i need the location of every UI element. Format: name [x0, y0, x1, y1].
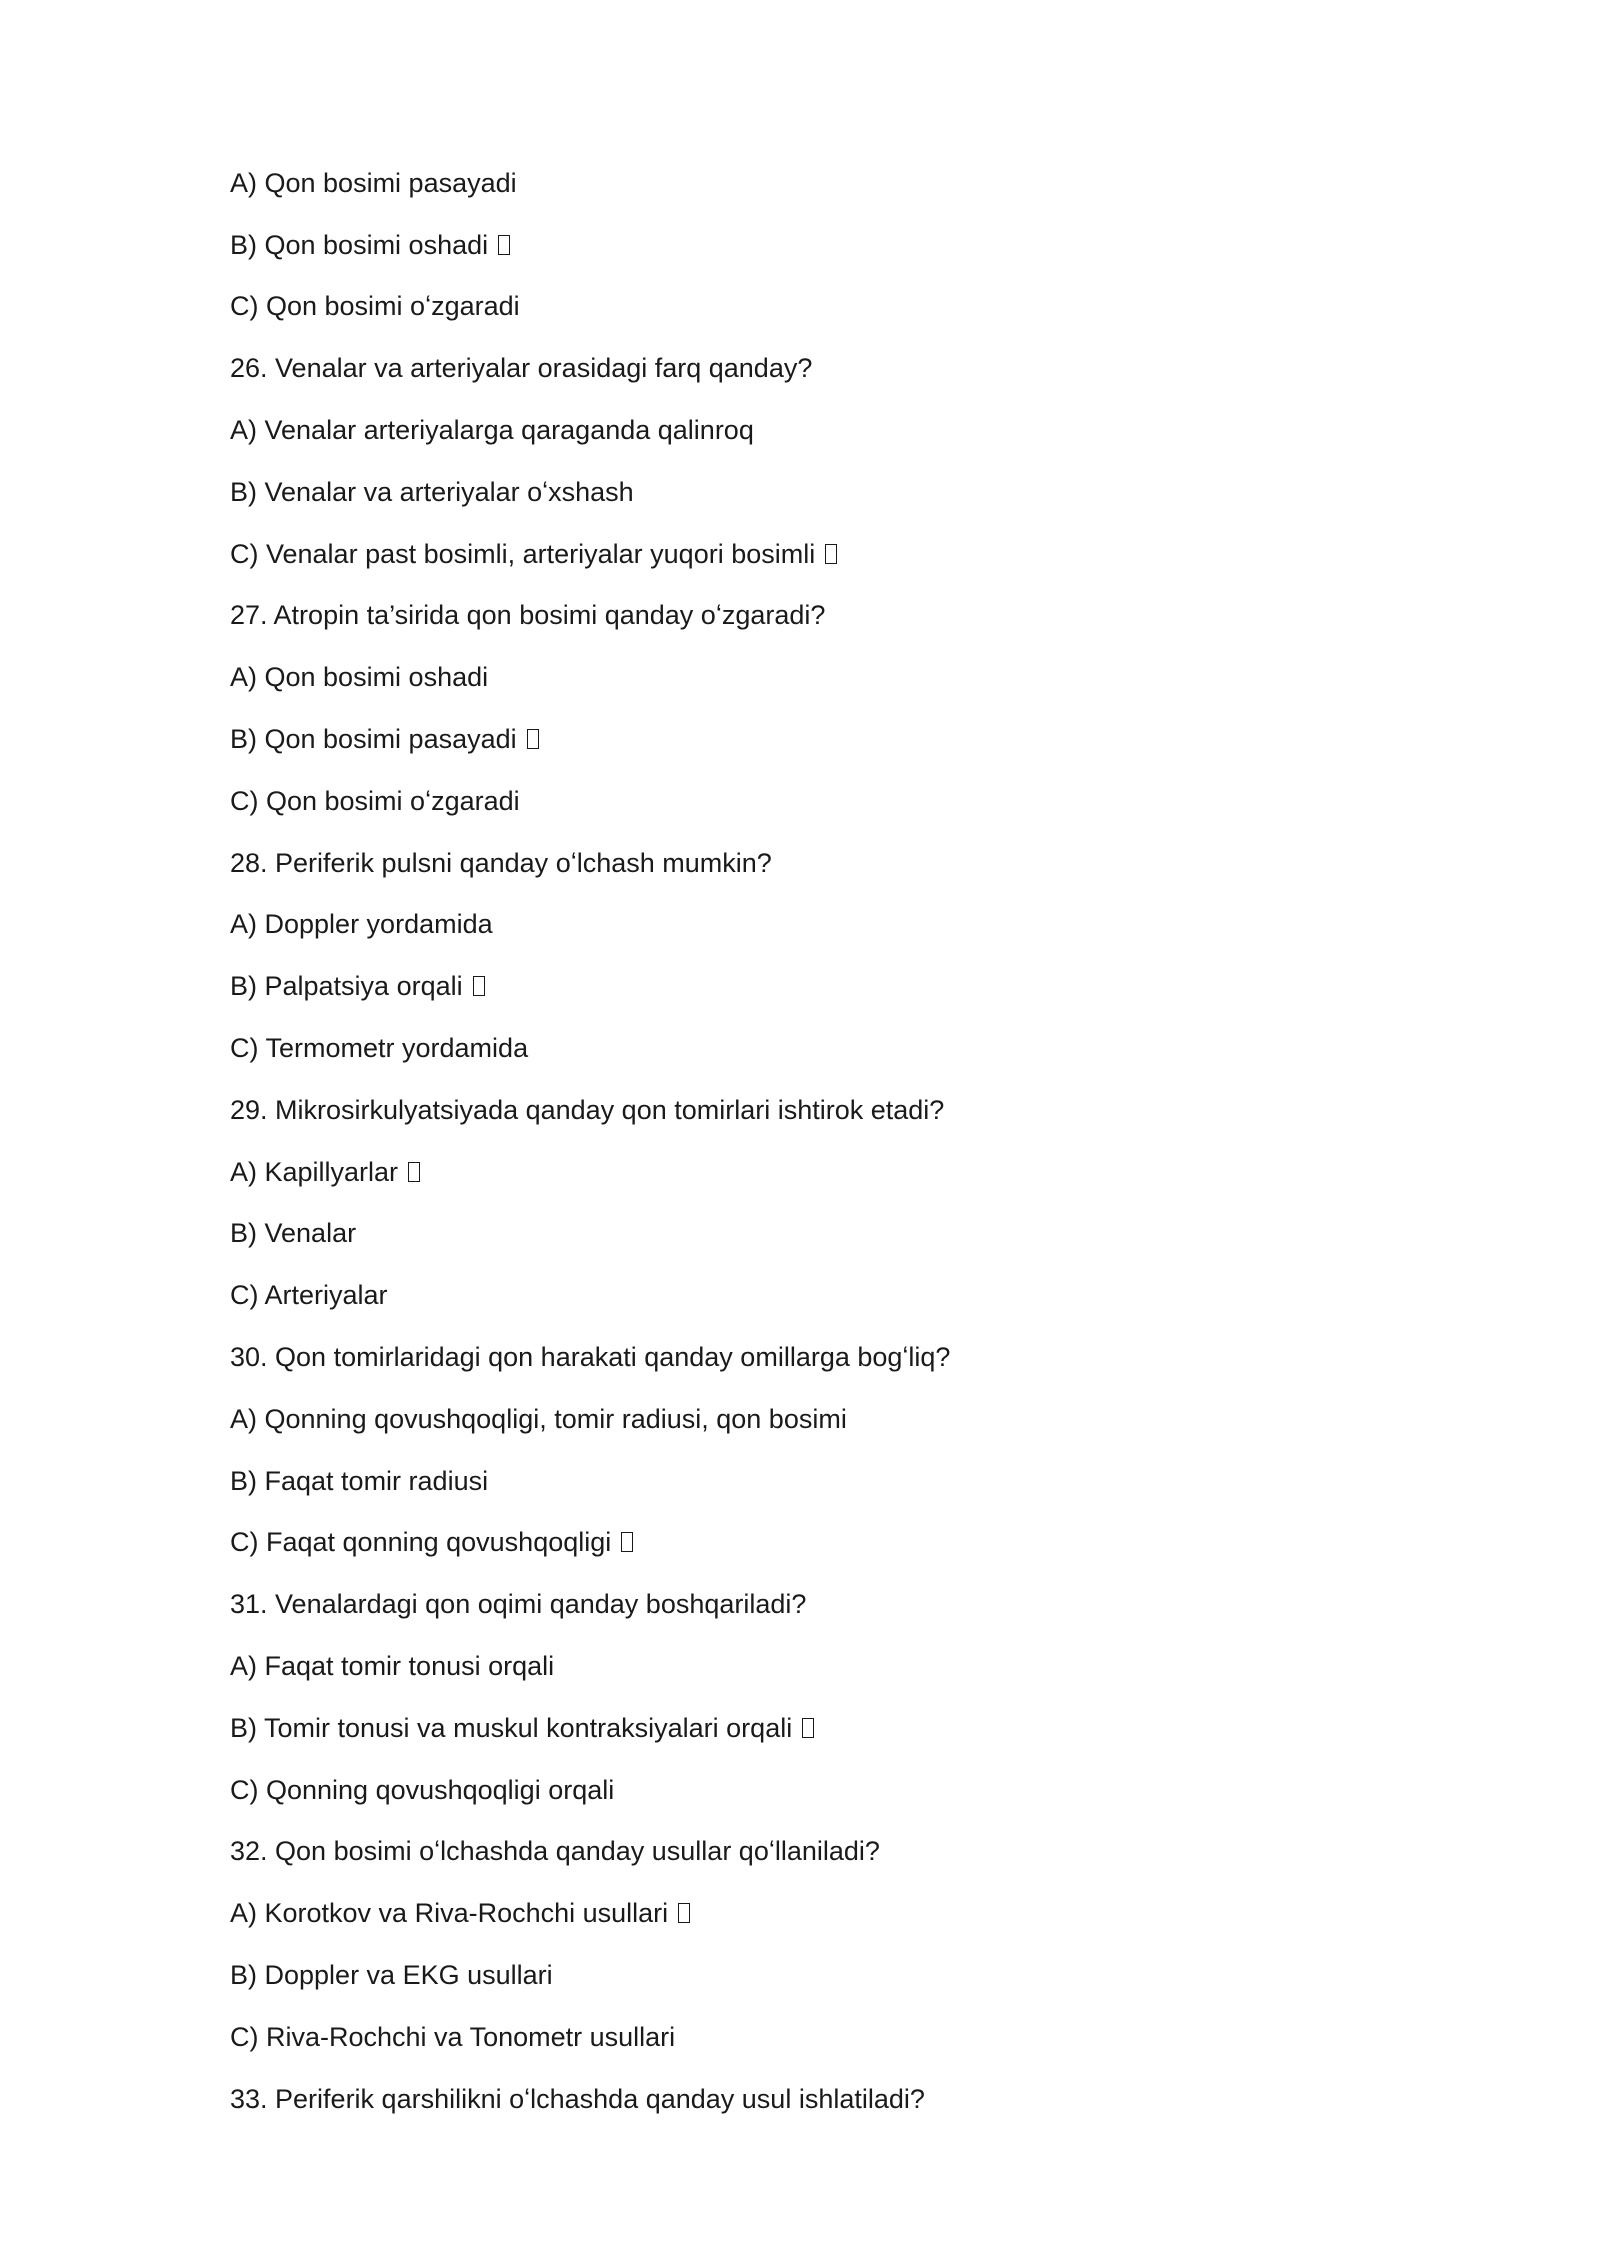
question-line: [230, 1821, 1430, 1883]
line-text: A) Qonning qovushqoqligi, tomir radiusi, qon bosimi: [230, 1403, 847, 1434]
text-line: [230, 214, 1430, 276]
line-text: B) Qon bosimi oshadi: [230, 229, 489, 260]
text-line: [230, 2006, 1430, 2068]
text-line: [230, 770, 1430, 832]
line-text: C) Riva-Rochchi va Tonometr usullari: [230, 2021, 676, 2052]
line-text: B) Venalar va arteriyalar oʻxshash: [230, 476, 634, 507]
text-line: [230, 646, 1430, 708]
answer-box-icon: [825, 544, 837, 564]
line-text: 28. Periferik pulsni qanday oʻlchash mumkin?: [230, 847, 772, 878]
answer-box-icon: [498, 235, 510, 255]
line-text: B) Palpatsiya orqali: [230, 971, 463, 1002]
line-text: 26. Venalar va arteriyalar orasidagi farq qanday?: [230, 353, 813, 384]
text-line: [230, 523, 1430, 585]
question-line: [230, 585, 1430, 647]
text-line: [230, 894, 1430, 956]
answer-box-icon: [621, 1532, 633, 1552]
text-line: [230, 276, 1430, 338]
text-line: [230, 1635, 1430, 1697]
line-text: A) Doppler yordamida: [230, 909, 493, 940]
line-text: A) Kapillyarlar: [230, 1156, 399, 1187]
line-text: B) Tomir tonusi va muskul kontraksiyalari orqali: [230, 1712, 793, 1743]
line-text: B) Qon bosimi pasayadi: [230, 724, 517, 755]
line-text: B) Doppler va EKG usullari: [230, 1960, 553, 1990]
question-line: [230, 1326, 1430, 1388]
text-line: [230, 1264, 1430, 1326]
text-line: [230, 1944, 1430, 2006]
text-line: [230, 1759, 1430, 1821]
question-line: [230, 832, 1430, 894]
line-text: C) Venalar past bosimli, arteriyalar yuqori bosimli: [230, 538, 816, 569]
text-line: [230, 1512, 1430, 1574]
line-text: C) Qon bosimi oʻzgaradi: [230, 291, 520, 322]
line-text: 31. Venalardagi qon oqimi qanday boshqariladi?: [230, 1589, 807, 1620]
text-line: [230, 1141, 1430, 1203]
line-text: 27. Atropin ta’sirida qon bosimi qanday oʻzgaradi?: [230, 600, 826, 631]
text-line: [230, 1697, 1430, 1759]
answer-box-icon: [527, 729, 539, 749]
text-line: [230, 1882, 1430, 1944]
line-text: 32. Qon bosimi oʻlchashda qanday usullar qoʻllaniladi?: [230, 1836, 880, 1867]
line-text: A) Faqat tomir tonusi orqali: [230, 1651, 555, 1682]
line-text: C) Termometr yordamida: [230, 1033, 529, 1064]
text-line: [230, 461, 1430, 523]
answer-box-icon: [473, 976, 485, 996]
text-line: [230, 1017, 1430, 1079]
line-text: 33. Periferik qarshilikni oʻlchashda qanday usul ishlatiladi?: [230, 2083, 925, 2114]
answer-box-icon: [408, 1162, 420, 1182]
line-text: 29. Mikrosirkulyatsiyada qanday qon tomirlari ishtirok etadi?: [230, 1094, 945, 1125]
text-line: [230, 399, 1430, 461]
answer-box-icon: [678, 1903, 690, 1923]
line-text: B) Venalar: [230, 1218, 357, 1249]
line-text: C) Arteriyalar: [230, 1280, 388, 1311]
question-line: [230, 1079, 1430, 1141]
line-text: 30. Qon tomirlaridagi qon harakati qanday omillarga bogʻliq?: [230, 1342, 951, 1373]
question-line: [230, 337, 1430, 399]
text-line: [230, 1388, 1430, 1450]
line-text: A) Korotkov va Riva-Rochchi usullari: [230, 1898, 669, 1929]
line-text: A) Qon bosimi oshadi: [230, 662, 489, 693]
line-text: B) Faqat tomir radiusi: [230, 1465, 489, 1496]
line-text: C) Faqat qonning qovushqoqligi: [230, 1527, 612, 1558]
text-line: [230, 1450, 1430, 1512]
line-text: C) Qon bosimi oʻzgaradi: [230, 785, 520, 816]
text-line: [230, 152, 1430, 214]
text-line: [230, 955, 1430, 1017]
line-text: A) Qon bosimi pasayadi: [230, 167, 517, 198]
answer-box-icon: [802, 1718, 814, 1738]
line-text: A) Venalar arteriyalarga qaraganda qalinroq: [230, 415, 754, 446]
question-line: [230, 1573, 1430, 1635]
text-line: [230, 1203, 1430, 1265]
line-text: C) Qonning qovushqoqligi orqali: [230, 1774, 615, 1805]
text-line: [230, 708, 1430, 770]
question-list: [230, 152, 1430, 2130]
question-line: [230, 2068, 1430, 2130]
